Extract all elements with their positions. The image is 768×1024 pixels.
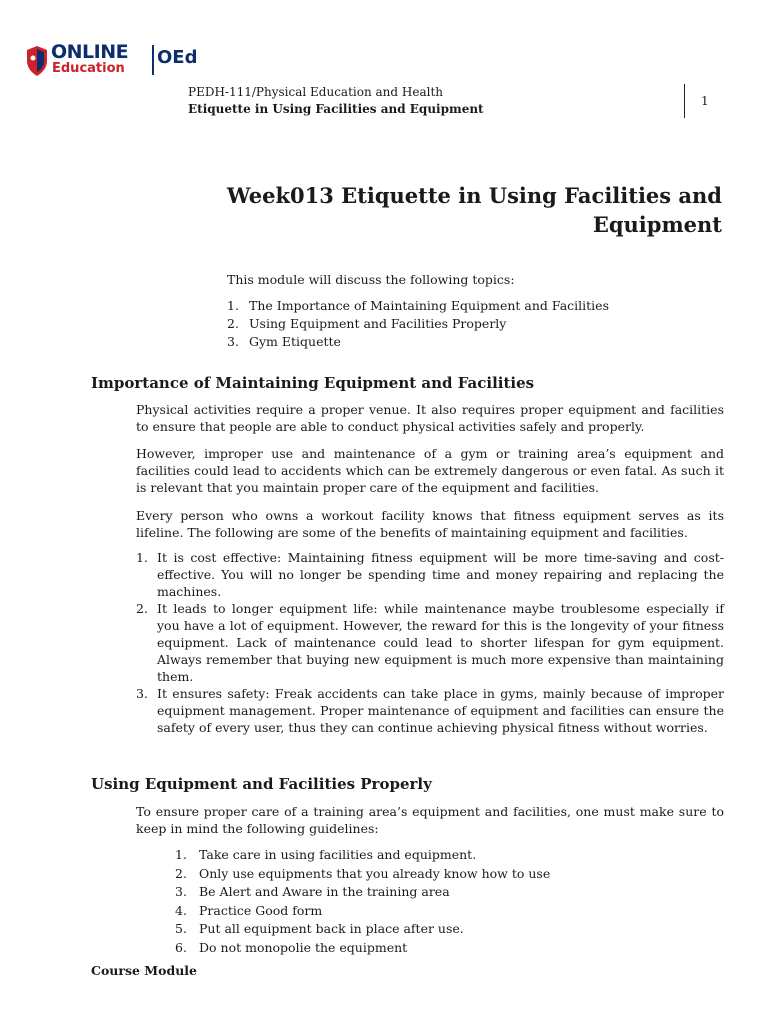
list-item: 4. Practice Good form bbox=[175, 902, 323, 918]
guidelines-list bbox=[175, 846, 550, 958]
page-number: 1 bbox=[701, 94, 709, 108]
paragraph: To ensure proper care of a training area’s equipment and facilities, one must make sure to keep in mind the following guidelines: bbox=[136, 804, 724, 836]
header-divider bbox=[684, 84, 685, 118]
shield-icon bbox=[26, 45, 48, 77]
list-item: 5. Put all equipment back in place after use. bbox=[175, 921, 464, 937]
section-heading-using: Using Equipment and Facilities Properly bbox=[91, 775, 432, 793]
logo-online-text: ONLINE bbox=[51, 41, 129, 63]
intro-text: This module will discuss the following topics: bbox=[227, 272, 515, 287]
paragraph: However, improper use and maintenance of a gym or training area’s equipment and facilities could lead to accidents which can be extremely dangerous or even fatal. As such it is relevant that you maintain proper care of the equipment and facilities. bbox=[136, 446, 724, 495]
logo-divider bbox=[152, 45, 154, 75]
paragraph: Every person who owns a workout facility knows that fitness equipment serves as its lifeline. The following are some of the benefits of maintaining equipment and facilities. bbox=[136, 508, 724, 540]
list-item: 1. Take care in using facilities and equipment. bbox=[175, 847, 477, 862]
topics-list bbox=[227, 297, 609, 351]
paragraph: Physical activities require a proper venue. It also requires proper equipment and facilities to ensure that people are able to conduct physical activities safely and properly. bbox=[136, 402, 724, 434]
footer-course-module: Course Module bbox=[91, 963, 198, 978]
online-education-logo bbox=[26, 41, 198, 84]
list-item: 1. The Importance of Maintaining Equipment and Facilities bbox=[227, 298, 609, 313]
header-subtitle: Etiquette in Using Facilities and Equipment bbox=[188, 102, 484, 116]
page-title-line-2: Equipment bbox=[592, 212, 722, 237]
list-item: 1. It is cost effective: Maintaining fitness equipment will be more time-saving and cost-effective. You will no longer be spending time and money repairing and replacing the machines. bbox=[136, 550, 724, 599]
list-item: 6. Do not monopolie the equipment bbox=[175, 939, 408, 955]
list-item: 3. Gym Etiquette bbox=[227, 334, 341, 349]
list-item: 3. Be Alert and Aware in the training area bbox=[175, 884, 450, 900]
list-item: 3. It ensures safety: Freak accidents can take place in gyms, mainly because of improper equipment management. Proper maintenance of equipment and facilities can ensure the safety of every user, thus they can continue achieving physical fitness without worries. bbox=[136, 686, 724, 735]
logo-oed-text: OEd bbox=[157, 47, 198, 68]
page-title bbox=[222, 181, 722, 239]
list-item: 2. It leads to longer equipment life: while maintenance maybe troublesome especially if you have a lot of equipment. However, the reward for this is the longevity of your fitness equipment. Lack of maintenance could lead to shorter lifespan for gym equipment. Always remember that buying new equipment is much more expensive than maintaining them. bbox=[136, 601, 724, 684]
section-heading-importance: Importance of Maintaining Equipment and Facilities bbox=[91, 374, 535, 392]
course-code: PEDH-111/Physical Education and Health bbox=[188, 85, 443, 99]
logo-education-text: Education bbox=[52, 61, 125, 76]
page-title-line-1: Week013 Etiquette in Using Facilities and bbox=[226, 183, 722, 208]
benefits-list bbox=[136, 550, 724, 738]
list-item: 2. Using Equipment and Facilities Properly bbox=[227, 316, 507, 331]
list-item: 2. Only use equipments that you already know how to use bbox=[175, 865, 551, 881]
